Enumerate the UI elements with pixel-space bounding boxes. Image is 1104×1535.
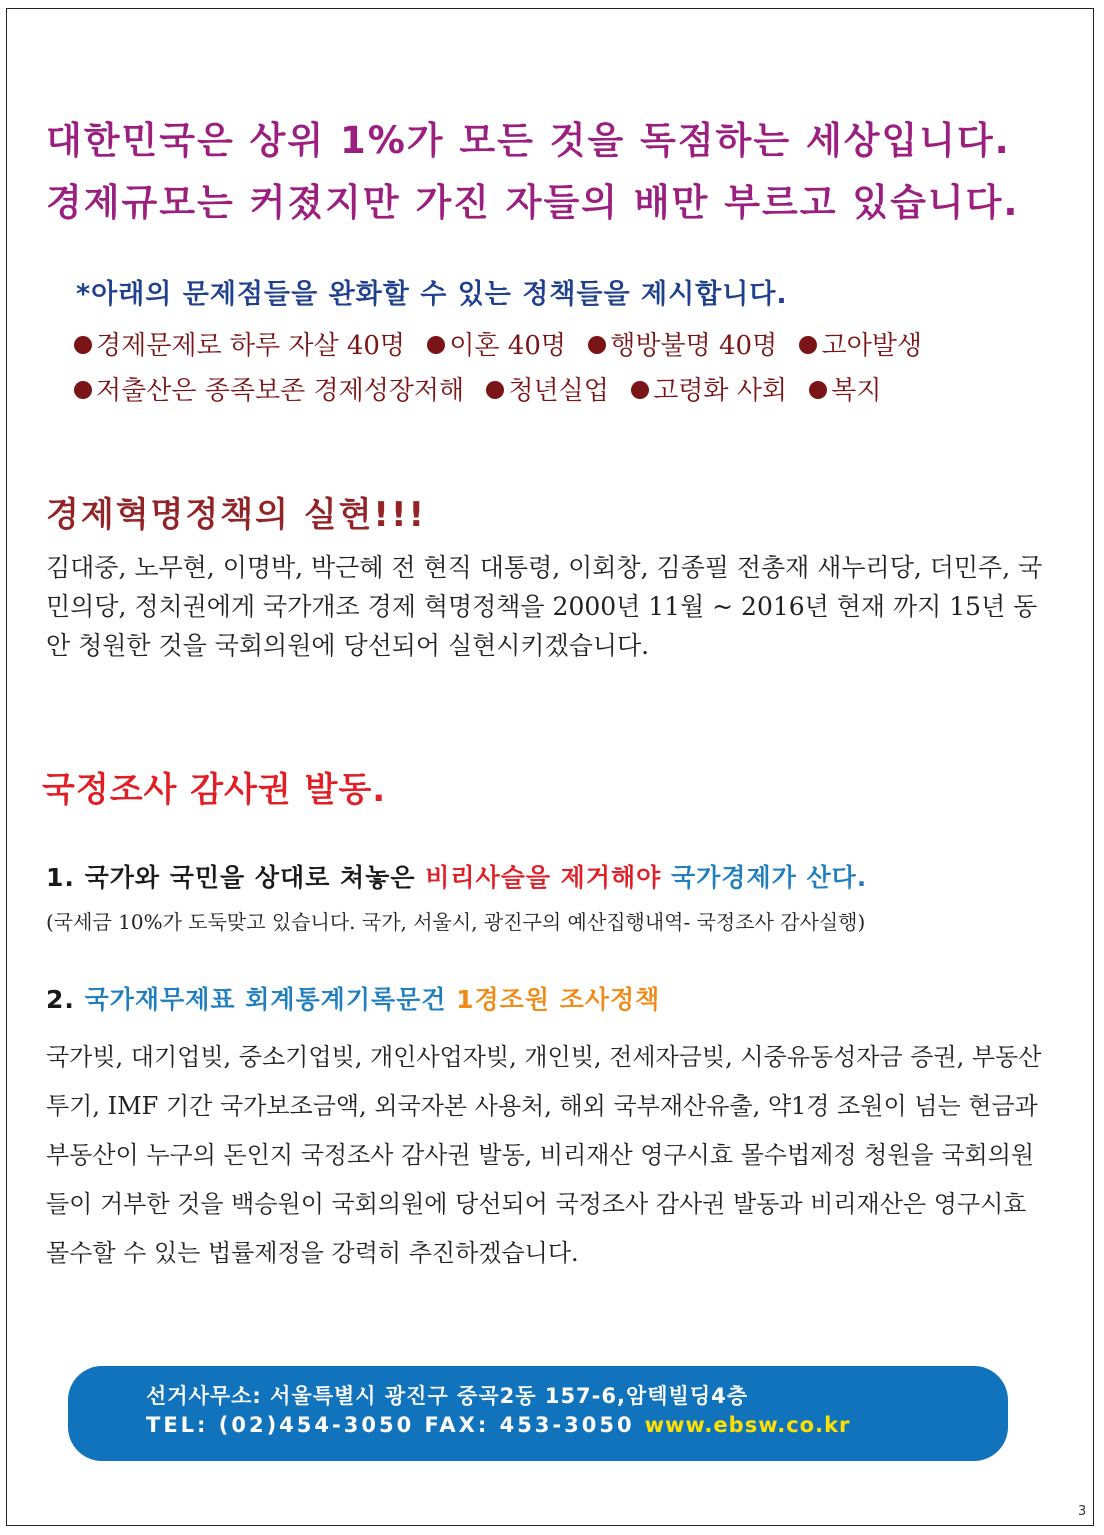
bullet-dot-icon (74, 336, 92, 354)
section-1-body: 김대중, 노무현, 이명박, 박근혜 전 현직 대통령, 이회창, 김종필 전총재 새누리당, 더민주, 국민의당, 정치권에게 국가개조 경제 혁명정책을 2000년 11월 ~ 2016년 현재 까지 15년 동안 청원한 것을 국회의원에 당선되어 실현시키겠습니다. (46, 553, 1043, 660)
problem-item: 복지 (809, 370, 881, 407)
section-title-economic-revolution: 경제혁명정책의 실현!!! (46, 495, 426, 535)
problem-item: 이혼 40명 (427, 325, 566, 362)
subheading: *아래의 문제점들을 완화할 수 있는 정책들을 제시합니다. (76, 279, 788, 310)
bullet-dot-icon (427, 336, 445, 354)
policy-note: (국세금 10%가 도둑맞고 있습니다. 국가, 서울시, 광진구의 예산집행내역- 국정조사 감사실행) (46, 910, 866, 934)
bullet-dot-icon (631, 381, 649, 399)
footer-contact: TEL: (02)454-3050 FAX: 453-3050 www.ebsw.co.kr (146, 1413, 851, 1437)
bullet-dot-icon (809, 381, 827, 399)
problem-item: 고아발생 (799, 325, 921, 362)
headline-line-2: 경제규모는 커졌지만 가진 자들의 배만 부르고 있습니다. (46, 181, 1020, 224)
section-title-audit: 국정조사 감사권 발동. (42, 770, 387, 810)
problem-row-2 (74, 370, 896, 407)
headline-line-1: 대한민국은 상위 1%가 모든 것을 독점하는 세상입니다. (46, 119, 1011, 162)
bullet-dot-icon (799, 336, 817, 354)
problem-item: 고령화 사회 (631, 370, 787, 407)
bullet-dot-icon (486, 381, 504, 399)
problem-item: 청년실업 (486, 370, 608, 407)
policy-item-1: 1. 국가와 국민을 상대로 쳐놓은 비리사슬을 제거해야 국가경제가 산다. (46, 863, 868, 892)
problem-item: 저출산은 종족보존 경제성장저해 (74, 370, 464, 407)
bullet-dot-icon (74, 381, 92, 399)
problem-item: 경제문제로 하루 자살 40명 (74, 325, 405, 362)
section-2-body: 국가빚, 대기업빚, 중소기업빚, 개인사업자빚, 개인빚, 전세자금빚, 시중유동성자금 증권, 부동산투기, IMF 기간 국가보조금액, 외국자본 사용처, 해외 국부재산유출, 약1경 조원이 넘는 현금과 부동산이 누구의 돈인지 국정조사 감사권 발동, 비리재산 영구시효 몰수법제정 청원을 국회의원들이 거부한 것을 백승원이 국회의원에 당선되어 국정조사 감사권 발동과 비리재산은 영구시효 몰수할 수 있는 법률제정을 강력히 추진하겠습니다. (46, 1043, 1042, 1267)
website-link[interactable]: www.ebsw.co.kr (644, 1413, 851, 1437)
footer-address: 선거사무소: 서울특별시 광진구 중곡2동 157-6,암텍빌딩4층 (146, 1384, 749, 1408)
policy-item-2: 2. 국가재무제표 회계통계기록문건 1경조원 조사정책 (46, 985, 661, 1014)
page-number: 3 (1078, 1504, 1087, 1519)
problem-item: 행방불명 40명 (588, 325, 777, 362)
bullet-dot-icon (588, 336, 606, 354)
problem-row-1 (74, 325, 936, 362)
